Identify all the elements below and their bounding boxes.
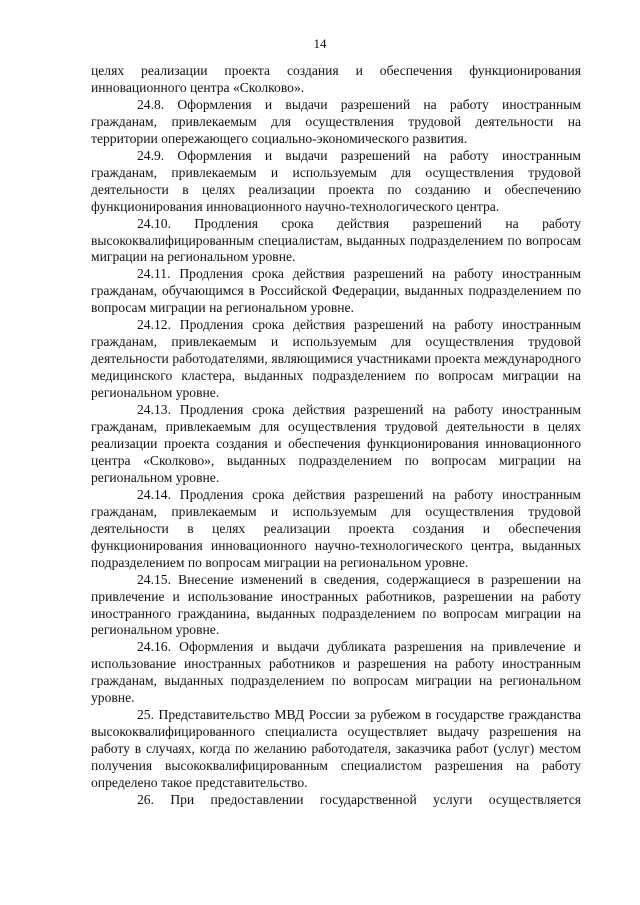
- paragraph-26: 26. При предоставлении государственной услуги осуществляется: [137, 791, 581, 807]
- paragraph-24-16: 24.16. Оформления и выдачи дубликата разрешения на привлечение и использование иностранных работников и разрешения на работу иностранным гражданам, выданных подразделением по вопросам миграции на региональном уровне.: [91, 639, 581, 706]
- paragraph-24-9: 24.9. Оформления и выдачи разрешений на работу иностранным гражданам, привлекаемым и используемым для осуществления трудовой деятельности в целях реализации проекта по созданию и обеспечению функционирования инновационного научно-технологического центра.: [91, 147, 581, 214]
- paragraph-25: 25. Представительство МВД России за рубежом в государстве гражданства высококвалифицированного специалиста осуществляет выдачу разрешения на работу в случаях, когда по желанию работодателя, заказчика работ (услуг) местом получения высококвалифицированным специалистом разрешения на работу определено такое представительство.: [91, 707, 581, 791]
- page-number: 14: [313, 36, 327, 51]
- paragraph-24-12: 24.12. Продления срока действия разрешений на работу иностранным гражданам, привлекаемым и используемым для осуществления трудовой деятельности работодателями, являющимися участниками проекта международного медицинского кластера, выданных подразделением по вопросам миграции на региональном уровне.: [91, 317, 581, 401]
- paragraph-24-14: 24.14. Продления срока действия разрешений на работу иностранным гражданам, привлекаемым и используемым для осуществления трудовой деятельности в целях реализации проекта создания и обеспечения функционирования инновационного научно-технологического центра, выданных подразделением по вопросам миграции на региональном уровне.: [91, 486, 581, 570]
- paragraph-continuation: целях реализации проекта создания и обеспечения функционирования инновационного центра «Сколково».: [91, 63, 581, 95]
- document-body: [91, 63, 581, 809]
- paragraph-24-11: 24.11. Продления срока действия разрешений на работу иностранным гражданам, обучающимся в Российской Федерации, выданных подразделением по вопросам миграции на региональном уровне.: [91, 266, 581, 316]
- paragraph-24-10: 24.10. Продления срока действия разрешений на работу высококвалифицированным специалистам, выданных подразделением по вопросам миграции на региональном уровне.: [91, 215, 581, 265]
- paragraph-24-13: 24.13. Продления срока действия разрешений на работу иностранным гражданам, привлекаемым для осуществления трудовой деятельности в целях реализации проекта создания и обеспечения функционирования инновационного центра «Сколково», выданных подразделением по вопросам миграции на региональном уровне.: [91, 402, 581, 485]
- paragraph-24-15: 24.15. Внесение изменений в сведения, содержащиеся в разрешении на привлечение и использование иностранных работников, разрешении на работу иностранного гражданина, выданных подразделением по вопросам миграции на региональном уровне.: [91, 571, 581, 638]
- paragraph-24-8: 24.8. Оформления и выдачи разрешений на работу иностранным гражданам, привлекаемым для осуществления трудовой деятельности на территории опережающего социально-экономического развития.: [91, 96, 581, 146]
